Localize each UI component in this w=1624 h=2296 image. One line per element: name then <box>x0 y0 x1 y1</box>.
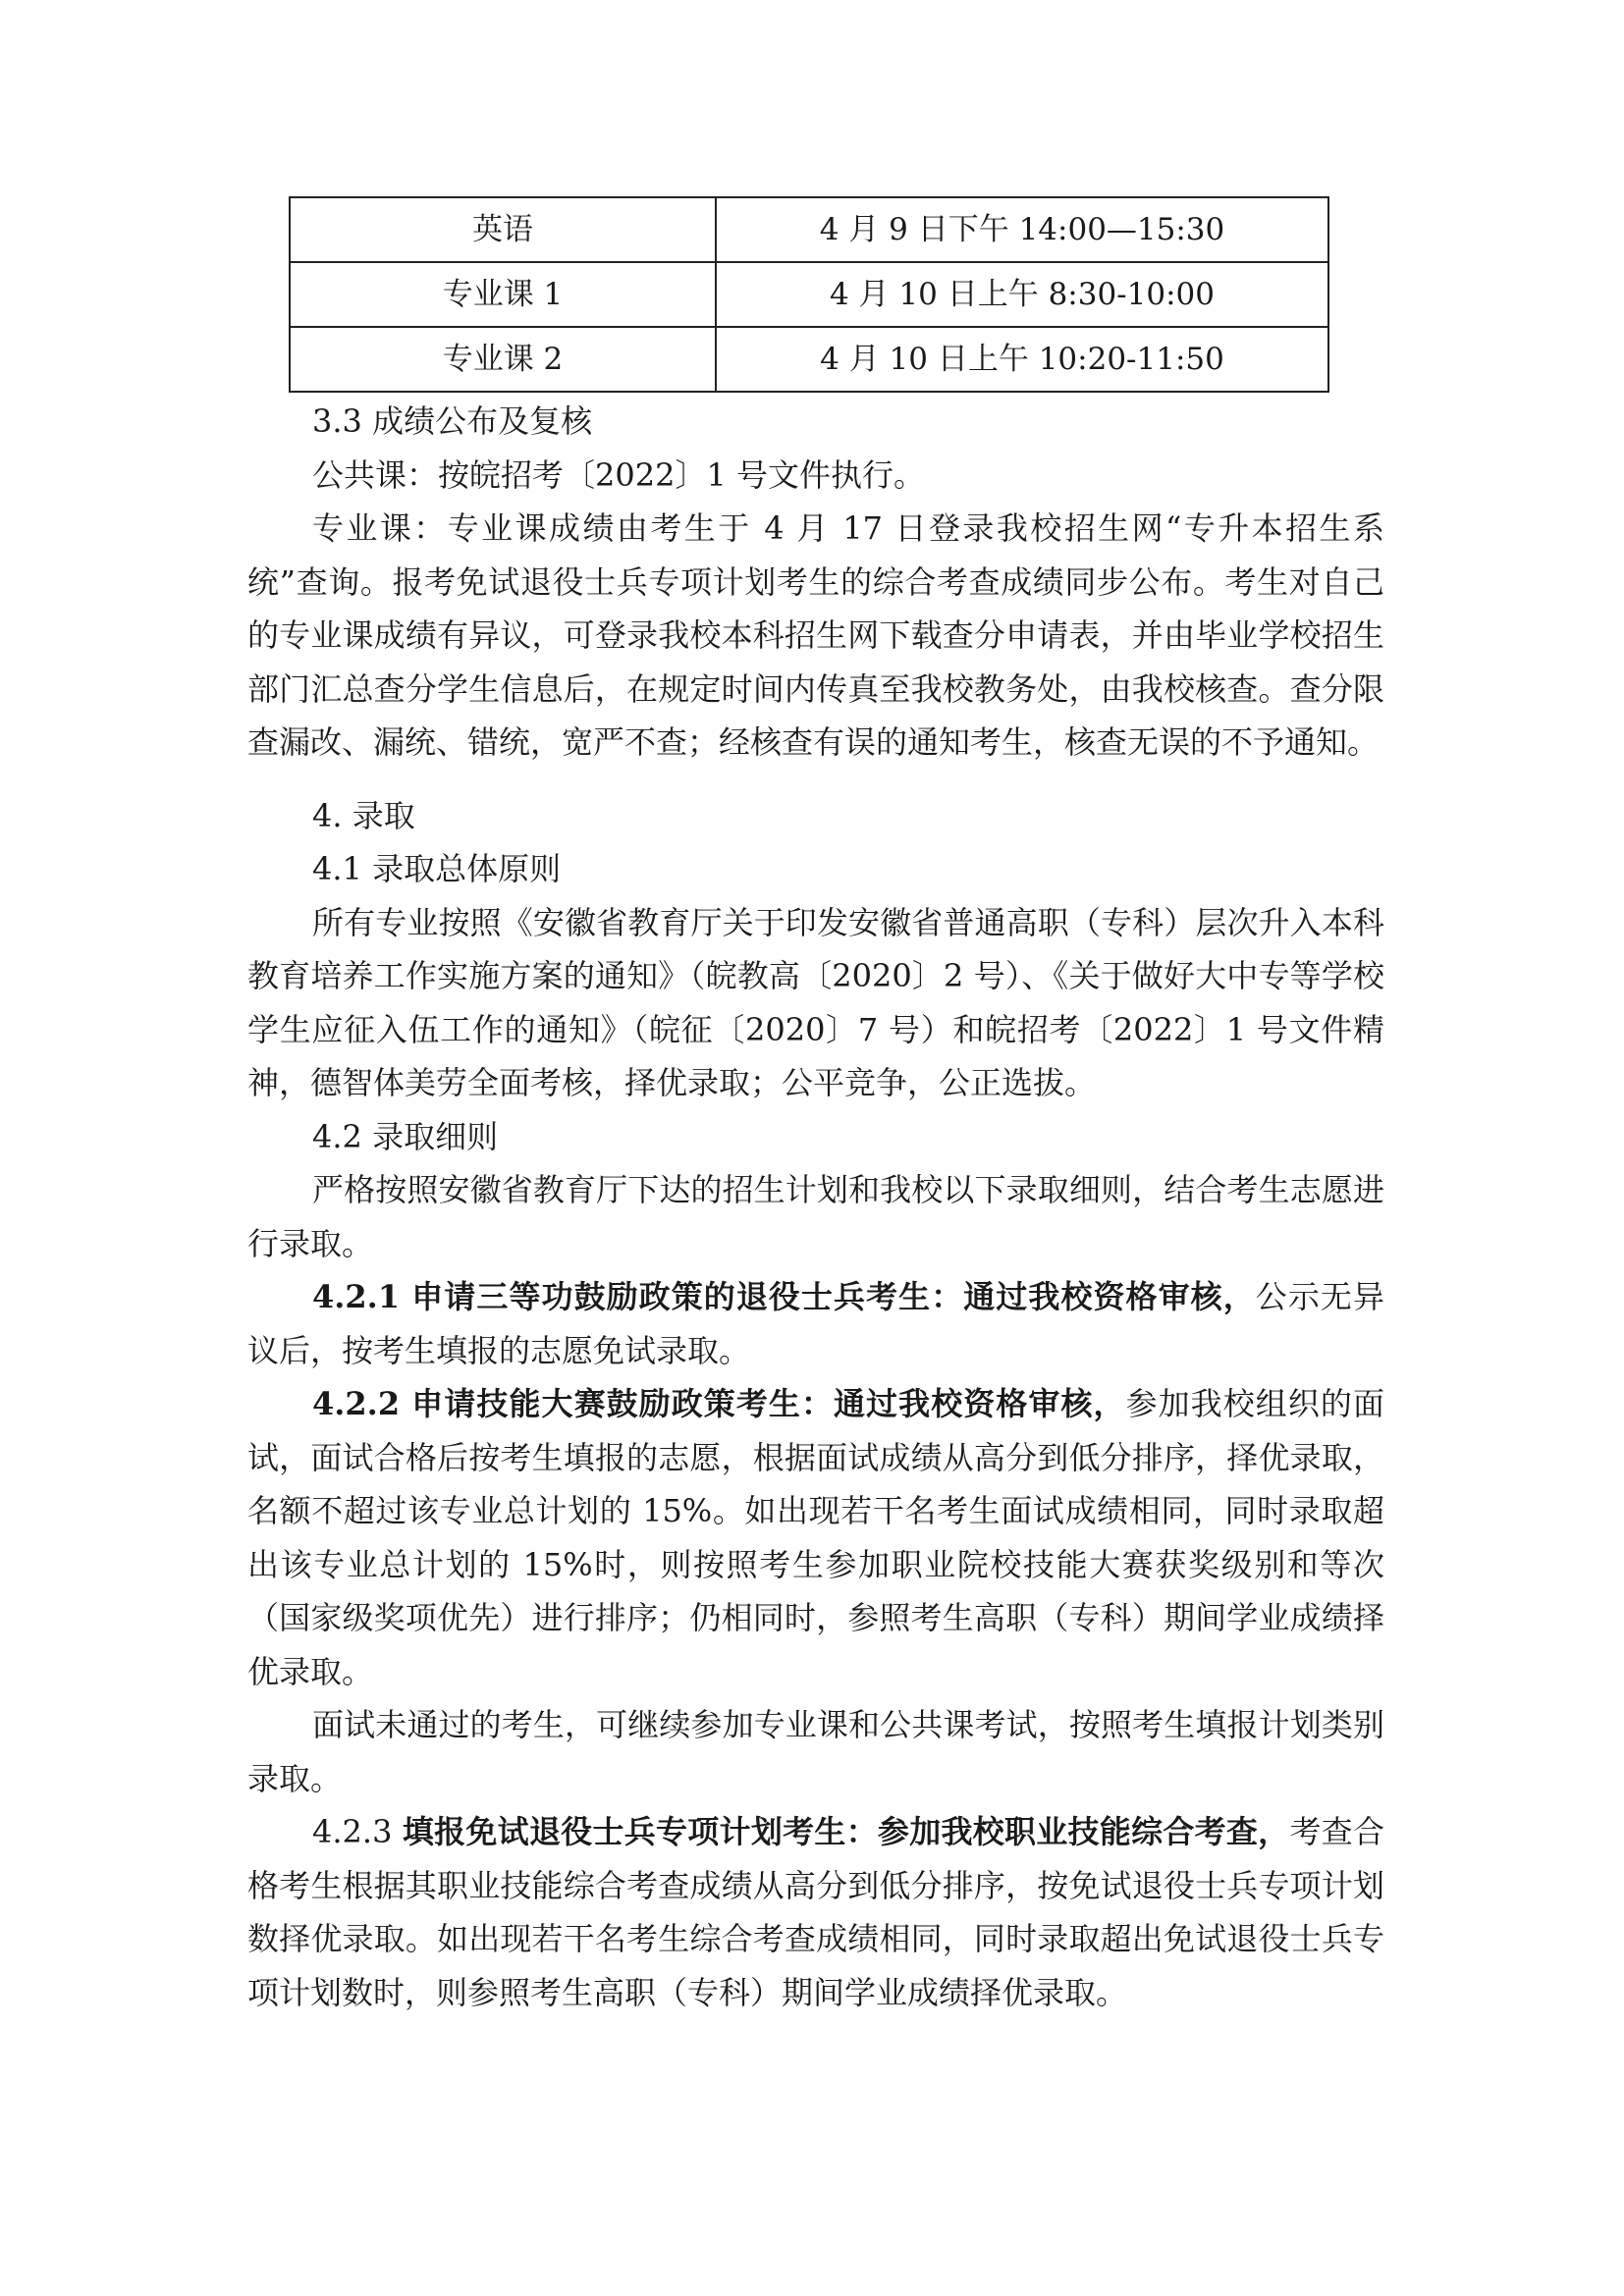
rule-4-2-2-paragraph <box>247 1377 1384 1698</box>
rule-4-2-1-paragraph <box>247 1270 1384 1377</box>
table-row <box>290 262 1328 327</box>
section-heading-4-2: 4.2 录取细则 <box>312 1117 499 1155</box>
table-row <box>290 197 1328 262</box>
rule-4-2-2-text: 参加我校组织的面试，面试合格后按考生填报的志愿，根据面试成绩从高分到低分排序，择优录取，名额不超过该专业总计划的 15%。如出现若干名考生面试成绩相同，同时录取超出该专业总计划的 15%时，则按照考生参加职业院校技能大赛获奖级别和等次（国家级奖项优先）进行排序；仍相同时，参照考生高职（专科）期间学业成绩择优录取。 <box>247 1385 1384 1690</box>
section-heading-4: 4. 录取 <box>312 796 415 834</box>
subject-cell: 专业课 2 <box>290 327 716 392</box>
subject-cell: 英语 <box>290 197 716 262</box>
interview-failed-paragraph: 面试未通过的考生，可继续参加专业课和公共课考试，按照考生填报计划类别录取。 <box>247 1706 1384 1797</box>
time-cell: 4 月 10 日上午 8:30-10:00 <box>716 262 1328 327</box>
rule-4-2-1-text: 公示无异议后，按考生填报的志愿免试录取。 <box>247 1278 1384 1369</box>
rule-4-2-1-bold: 4.2.1 申请三等功鼓励政策的退役士兵考生：通过我校资格审核， <box>312 1278 1256 1315</box>
time-cell: 4 月 10 日上午 10:20-11:50 <box>716 327 1328 392</box>
section-heading-4-1: 4.1 录取总体原则 <box>312 850 562 887</box>
rules-intro-paragraph: 严格按照安徽省教育厅下达的招生计划和我校以下录取细则，结合考生志愿进行录取。 <box>247 1171 1384 1262</box>
rule-4-2-3-number: 4.2.3 <box>312 1813 403 1850</box>
document-body <box>247 395 1384 2019</box>
public-course-paragraph: 公共课：按皖招考〔2022〕1 号文件执行。 <box>312 455 925 494</box>
exam-schedule-table <box>289 196 1329 393</box>
principle-paragraph: 所有专业按照《安徽省教育厅关于印发安徽省普通高职（专科）层次升入本科教育培养工作实施方案的通知》（皖教高〔2020〕2 号）、《关于做好大中专等学校学生应征入伍工作的通知》（皖征〔2020〕7 号）和皖招考〔2022〕1 号文件精神，德智体美劳全面考核，择优录取；公平竞争，公正选拔。 <box>247 903 1384 1101</box>
rule-4-2-3-bold: 填报免试退役士兵专项计划考生：参加我校职业技能综合考查， <box>402 1813 1290 1850</box>
table-row <box>290 327 1328 392</box>
time-cell: 4 月 9 日下午 14:00—15:30 <box>716 197 1328 262</box>
subject-cell: 专业课 1 <box>290 262 716 327</box>
major-course-paragraph: 专业课：专业课成绩由考生于 4 月 17 日登录我校招生网“专升本招生系统”查询。报考免试退役士兵专项计划考生的综合考查成绩同步公布。考生对自己的专业课成绩有异议，可登录我校本科招生网下载查分申请表，并由毕业学校招生部门汇总查分学生信息后，在规定时间内传真至我校教务处，由我校核查。查分限查漏改、漏统、错统，宽严不查；经核查有误的通知考生，核查无误的不予通知。 <box>247 509 1384 761</box>
rule-4-2-3-paragraph <box>247 1805 1384 2019</box>
rule-4-2-2-bold: 4.2.2 申请技能大赛鼓励政策考生：通过我校资格审核， <box>312 1385 1126 1422</box>
rule-4-2-3-text: 考查合格考生根据其职业技能综合考查成绩从高分到低分排序，按免试退役士兵专项计划数择优录取。如出现若干名考生综合考查成绩相同，同时录取超出免试退役士兵专项计划数时，则参照考生高职（专科）期间学业成绩择优录取。 <box>247 1813 1384 2011</box>
section-heading-3-3: 3.3 成绩公布及复核 <box>312 402 593 440</box>
